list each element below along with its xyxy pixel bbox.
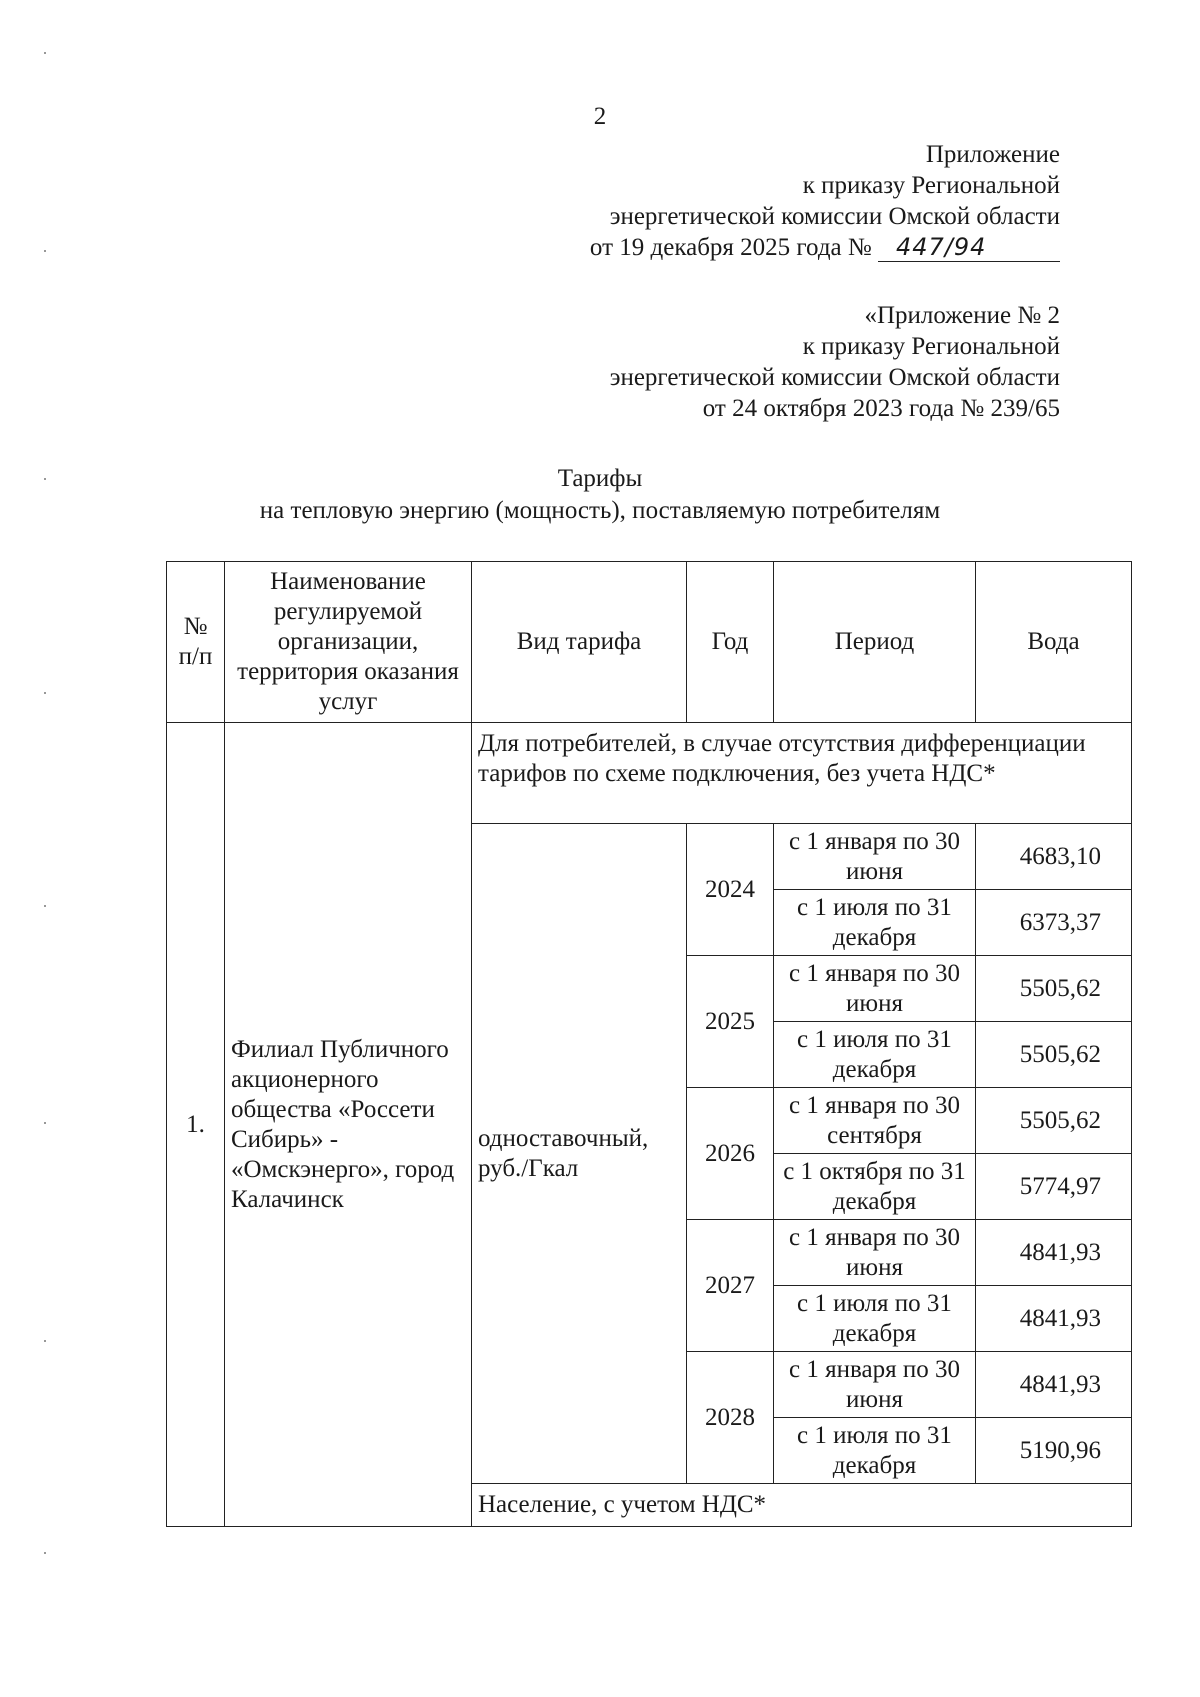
value-cell: 5505,62 xyxy=(976,1022,1132,1088)
period-cell: с 1 января по 30 сентября xyxy=(774,1088,976,1154)
header-year: Год xyxy=(687,562,774,723)
value-cell: 5505,62 xyxy=(976,956,1132,1022)
year-cell: 2025 xyxy=(687,956,774,1088)
order-date-line xyxy=(590,232,1060,263)
period-cell: с 1 июля по 31 декабря xyxy=(774,1418,976,1484)
appendix-line: от 24 октября 2023 года № 239/65 xyxy=(702,395,1060,422)
period-cell: с 1 октября по 31 декабря xyxy=(774,1154,976,1220)
appendix-line: к приказу Региональной xyxy=(802,172,1060,199)
header-water: Вода xyxy=(976,562,1132,723)
value-cell: 4841,93 xyxy=(976,1286,1132,1352)
period-cell: с 1 июля по 31 декабря xyxy=(774,890,976,956)
appendix-header-current xyxy=(590,139,1060,263)
appendix-header-original xyxy=(610,300,1060,424)
header-org: Наименование регулируемой организации, территория оказания услуг xyxy=(225,562,472,723)
period-cell: с 1 января по 30 июня xyxy=(774,1352,976,1418)
value-cell: 6373,37 xyxy=(976,890,1132,956)
title-line-1: Тарифы xyxy=(557,465,643,492)
period-cell: с 1 июля по 31 декабря xyxy=(774,1286,976,1352)
value-cell: 4683,10 xyxy=(976,824,1132,890)
table-header-row xyxy=(167,562,1132,723)
year-cell: 2026 xyxy=(687,1088,774,1220)
order-date-text: от 19 декабря 2025 года № xyxy=(589,234,872,261)
appendix-line: энергетической комиссии Омской области xyxy=(609,364,1060,391)
year-cell: 2027 xyxy=(687,1220,774,1352)
value-cell: 4841,93 xyxy=(976,1220,1132,1286)
value-cell: 4841,93 xyxy=(976,1352,1132,1418)
header-type: Вид тарифа xyxy=(472,562,687,723)
period-cell: с 1 января по 30 июня xyxy=(774,824,976,890)
header-period: Период xyxy=(774,562,976,723)
tariff-table xyxy=(166,561,1132,1527)
header-num: № п/п xyxy=(167,562,225,723)
page-number: 2 xyxy=(593,103,607,130)
appendix-line: «Приложение № 2 xyxy=(864,302,1060,329)
year-cell: 2028 xyxy=(687,1352,774,1484)
value-cell: 5190,96 xyxy=(976,1418,1132,1484)
section-row-without-vat xyxy=(167,723,1132,824)
period-cell: с 1 января по 30 июня xyxy=(774,956,976,1022)
section-with-vat: Население, с учетом НДС* xyxy=(472,1484,1132,1527)
appendix-line: к приказу Региональной xyxy=(802,333,1060,360)
document-title xyxy=(0,463,1200,527)
appendix-line: энергетической комиссии Омской области xyxy=(609,203,1060,230)
appendix-line: Приложение xyxy=(925,141,1060,168)
tariff-type: одноставочный, руб./Гкал xyxy=(472,824,687,1484)
handwritten-order-number: 447/94 xyxy=(878,232,1060,262)
value-cell: 5774,97 xyxy=(976,1154,1132,1220)
period-cell: с 1 июля по 31 декабря xyxy=(774,1022,976,1088)
period-cell: с 1 января по 30 июня xyxy=(774,1220,976,1286)
year-cell: 2024 xyxy=(687,824,774,956)
organization-name: Филиал Публичного акционерного общества «Россети Сибирь» - «Омскэнерго», город Калачинск xyxy=(225,723,472,1527)
row-number: 1. xyxy=(167,723,225,1527)
value-cell: 5505,62 xyxy=(976,1088,1132,1154)
section-without-vat: Для потребителей, в случае отсутствия дифференциации тарифов по схеме подключения, без учета НДС* xyxy=(472,723,1132,824)
title-line-2: на тепловую энергию (мощность), поставляемую потребителям xyxy=(259,497,941,524)
